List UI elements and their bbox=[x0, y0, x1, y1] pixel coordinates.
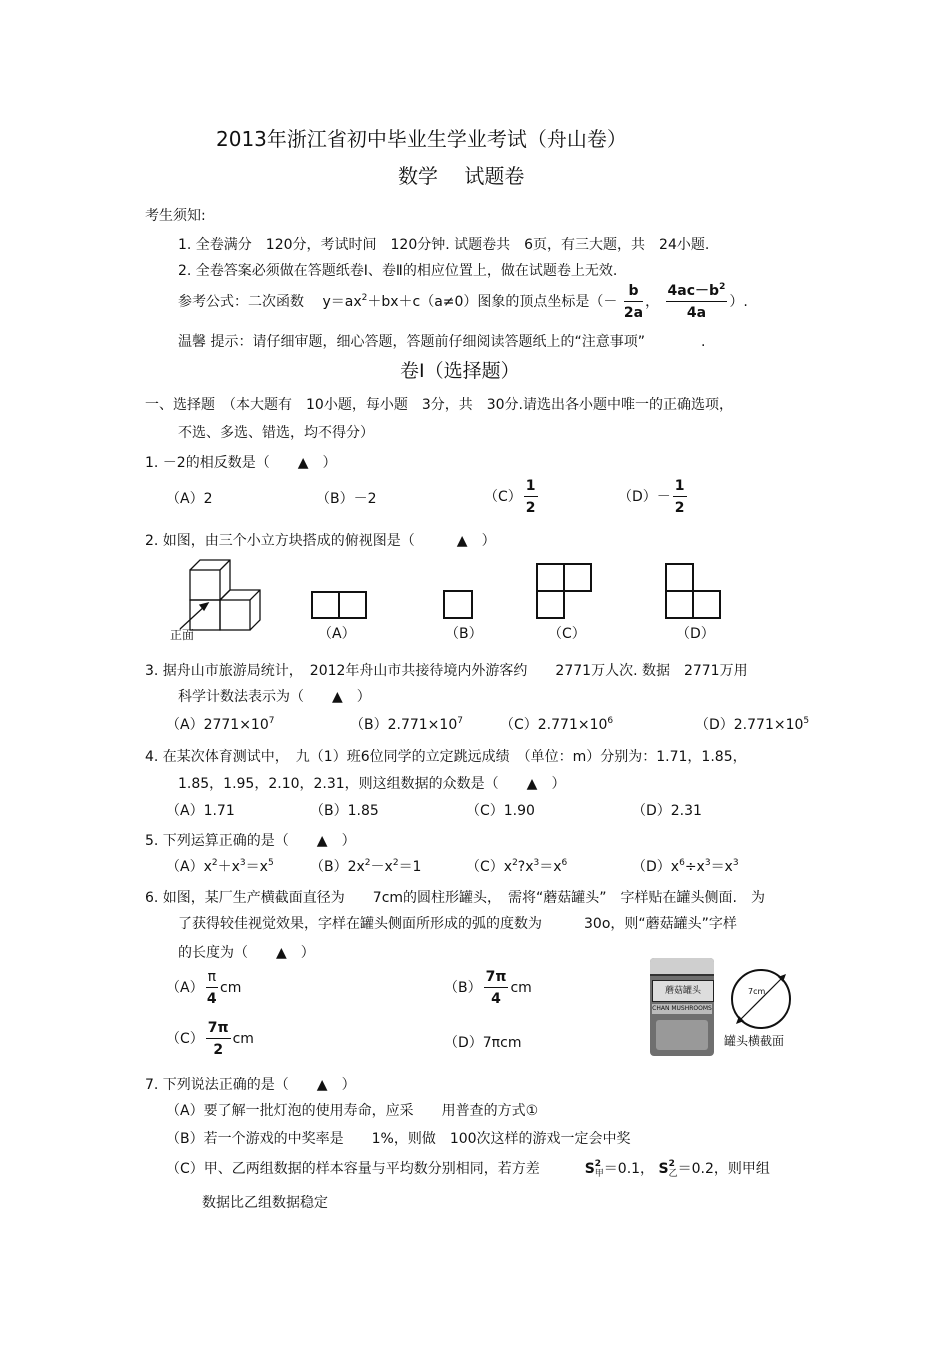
can-label: 蘑菇罐头 bbox=[652, 980, 714, 1002]
can-photo bbox=[650, 958, 714, 1056]
q1-stem: 1. －2的相反数是（ ▲ ） bbox=[145, 455, 337, 471]
q1-option-d: （D）－ $\frac{1}{2}$ bbox=[618, 478, 685, 516]
q5-option-c: $(C)x^2?x^3=x^6$ bbox=[466, 858, 568, 875]
section-intro-1: 一、选择题 （本大题有 10小题，每小题 3分，共 30分.请选出各小题中唯一的正确选项， bbox=[145, 397, 733, 413]
formula-mid: ＋bx＋c（a≠0）图象的顶点坐标是（－ bbox=[367, 294, 618, 310]
formula-line bbox=[178, 284, 748, 320]
q3-stem-1: 3. 据舟山市旅游局统计， 2012年舟山市共接待境内外游客约 2771万人次. 数据 2771万用 bbox=[145, 663, 748, 679]
half-fraction: $\frac{1}{2}$ bbox=[674, 478, 685, 516]
q6-option-b: （B） $\frac{7\pi}{4}$ cm bbox=[444, 969, 532, 1007]
seven-pi-over-4: $\frac{7\pi}{4}$ bbox=[485, 969, 507, 1007]
q6-option-a: （A） $\frac{\pi}{4}$ cm bbox=[166, 969, 242, 1007]
q3-option-b: $(B)2.771\times 10^7$ bbox=[350, 716, 463, 733]
q2-option-b: （B） bbox=[445, 626, 483, 642]
q5-option-a: $(A)x^2+x^3=x^5$ bbox=[166, 858, 274, 875]
q2-stem: 2. 如图，由三个小立方块搭成的俯视图是（ ▲ ） bbox=[145, 533, 496, 549]
notice-item-1: 1. 全卷满分 120分，考试时间 120分钟. 试题卷共 6页，有三大题，共 24小题. bbox=[178, 237, 710, 253]
formula-separator: ， bbox=[645, 294, 660, 310]
page-title: 2013年浙江省初中毕业生学业考试（舟山卷） bbox=[216, 127, 627, 151]
q6-option-c: （C） $\frac{7\pi}{2}$ cm bbox=[166, 1020, 254, 1058]
q2-option-a: （A） bbox=[318, 626, 356, 642]
front-arrow bbox=[180, 603, 208, 629]
q4-option-a: （A）1.71 bbox=[166, 803, 235, 819]
section-intro-2: 不选、多选、错选，均不得分） bbox=[178, 425, 374, 441]
q6-option-d: （D）7πcm bbox=[444, 1035, 522, 1051]
variance-yi: S 2 乙 bbox=[658, 1159, 678, 1179]
q7-option-c-line2: 数据比乙组数据稳定 bbox=[202, 1195, 328, 1211]
q2-figure-b bbox=[444, 591, 472, 618]
q1-option-a: （A）2 bbox=[166, 491, 213, 507]
q3-option-a: $(A)2771\times 10^7$ bbox=[166, 716, 275, 733]
page-subtitle: 数学 试题卷 bbox=[398, 164, 525, 188]
q3-stem-2: 科学计数法表示为（ ▲ ） bbox=[178, 689, 371, 705]
diameter-label: 7cm bbox=[748, 987, 766, 996]
q6-stem-1: 6. 如图，某厂生产横截面直径为 7cm的圆柱形罐头， 需将“蘑菇罐头” 字样贴在罐头侧面. 为 bbox=[145, 890, 766, 906]
q4-option-b: （B）1.85 bbox=[310, 803, 379, 819]
vertex-x-fraction: $\frac{b}{2a}$ bbox=[623, 283, 644, 321]
cross-section-caption: 罐头横截面 bbox=[724, 1034, 785, 1048]
three-cube-figure bbox=[190, 560, 260, 630]
q3-option-c: $(C)2.771\times 10^6$ bbox=[500, 716, 614, 733]
seven-pi-over-2: $\frac{7\pi}{2}$ bbox=[207, 1020, 229, 1058]
cross-section-diagram bbox=[726, 964, 796, 1034]
q2-option-c: （C） bbox=[548, 626, 586, 642]
half-fraction: $\frac{1}{2}$ bbox=[525, 478, 536, 516]
q5-option-d: $(D)x^6\div x^3=x^3$ bbox=[632, 858, 739, 875]
q4-option-c: （C）1.90 bbox=[466, 803, 535, 819]
q4-option-d: （D）2.31 bbox=[632, 803, 702, 819]
q6-stem-2: 了获得较佳视觉效果，字样在罐头侧面所形成的弧的度数为 30o，则“蘑菇罐头”字样 bbox=[178, 916, 737, 932]
pi-over-4: $\frac{\pi}{4}$ bbox=[206, 969, 217, 1007]
q7-option-a: （A）要了解一批灯泡的使用寿命，应采 用普查的方式① bbox=[166, 1103, 539, 1119]
section-title: 卷Ⅰ（选择题） bbox=[400, 360, 520, 382]
q2-option-d: （D） bbox=[676, 626, 715, 642]
q2-figure-a bbox=[312, 592, 366, 618]
q7-option-b: （B）若一个游戏的中奖率是 1%，则做 100次这样的游戏一定会中奖 bbox=[166, 1131, 631, 1147]
q6-stem-3: 的长度为（ ▲ ） bbox=[178, 945, 315, 961]
notice-heading: 考生须知: bbox=[145, 208, 206, 224]
variance-jia: S 2 甲 bbox=[584, 1159, 604, 1179]
q5-option-b: $(B)2x^2-x^2=1$ bbox=[310, 858, 422, 875]
q3-option-d: $(D)2.771\times 10^5$ bbox=[695, 716, 810, 733]
formula-square: 2 bbox=[361, 293, 368, 303]
reminder: 温馨 提示：请仔细审题，细心答题，答题前仔细阅读答题纸上的“注意事项” . bbox=[178, 334, 706, 350]
notice-item-2: 2. 全卷答案必须做在答题纸卷Ⅰ、卷Ⅱ的相应位置上，做在试题卷上无效. bbox=[178, 263, 618, 279]
q1-option-c: （C） $\frac{1}{2}$ bbox=[484, 478, 536, 516]
can-sublabel: CHAN MUSHROOMS bbox=[652, 1005, 712, 1012]
q5-stem: 5. 下列运算正确的是（ ▲ ） bbox=[145, 833, 356, 849]
vertex-y-fraction: $\frac{4ac-b^2}{4a}$ bbox=[667, 282, 726, 321]
q1-option-b: （B）－2 bbox=[316, 491, 377, 507]
q7-option-c: （C）甲、乙两组数据的样本容量与平均数分别相同，若方差 S 2 甲 ＝0.1， S 2 乙 ＝0.2，则甲组 bbox=[166, 1159, 770, 1179]
q2-figure-c bbox=[537, 564, 591, 618]
q4-stem-2: 1.85，1.95，2.10，2.31，则这组数据的众数是（ ▲ ） bbox=[178, 776, 566, 792]
formula-prefix: 参考公式：二次函数 y＝ax bbox=[178, 294, 362, 310]
formula-suffix: ）. bbox=[729, 294, 748, 310]
q4-stem-1: 4. 在某次体育测试中， 九（1）班6位同学的立定跳远成绩 （单位：m）分别为：1.71，1.85， bbox=[145, 749, 747, 765]
q2-figure-d bbox=[666, 564, 720, 618]
q7-stem: 7. 下列说法正确的是（ ▲ ） bbox=[145, 1077, 356, 1093]
front-label: 正面 bbox=[170, 628, 195, 642]
